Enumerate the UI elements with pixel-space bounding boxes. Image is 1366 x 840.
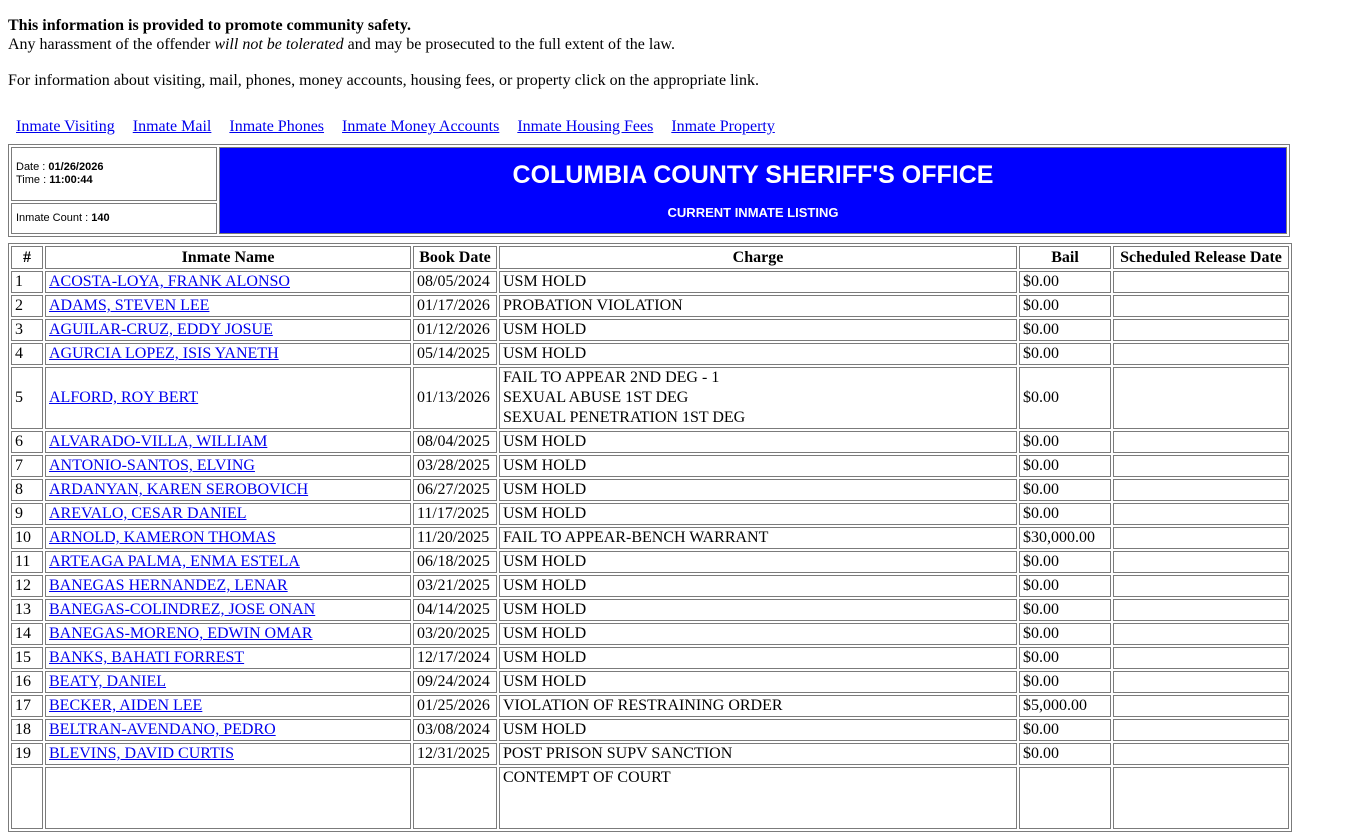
row-number: 2	[11, 295, 43, 317]
inmate-name-cell	[45, 695, 411, 717]
table-row	[11, 455, 1289, 477]
charge-cell	[499, 743, 1017, 765]
release-date-cell	[1113, 479, 1289, 501]
charge-line: USM HOLD	[503, 321, 587, 338]
charge-line: PROBATION VIOLATION	[503, 297, 683, 314]
charge-line: USM HOLD	[503, 345, 587, 362]
inmate-name-link[interactable]: ARDANYAN, KAREN SEROBOVICH	[49, 481, 309, 498]
charge-cell	[499, 551, 1017, 573]
inmate-name-cell	[45, 295, 411, 317]
bail-cell: $5,000.00	[1019, 695, 1111, 717]
intro-paragraph	[8, 16, 1358, 54]
book-date-cell: 12/31/2025	[413, 743, 497, 765]
row-number: 10	[11, 527, 43, 549]
bail-cell: $0.00	[1019, 295, 1111, 317]
bail-cell: $0.00	[1019, 319, 1111, 341]
link-inmate-property[interactable]: Inmate Property	[671, 118, 775, 135]
release-date-cell	[1113, 551, 1289, 573]
charge-cell	[499, 319, 1017, 341]
inmate-name-cell	[45, 623, 411, 645]
table-row	[11, 527, 1289, 549]
charge-line: USM HOLD	[503, 673, 587, 690]
charge-cell	[499, 343, 1017, 365]
release-date-cell	[1113, 295, 1289, 317]
charge-line: USM HOLD	[503, 273, 587, 290]
inmate-name-cell	[45, 575, 411, 597]
charge-line: SEXUAL PENETRATION 1ST DEG	[503, 409, 746, 426]
time-value: 11:00:44	[49, 174, 93, 186]
inmate-name-link[interactable]: BEATY, DANIEL	[49, 673, 167, 690]
inmate-name-link[interactable]: BLEVINS, DAVID CURTIS	[49, 745, 234, 762]
table-row	[11, 295, 1289, 317]
table-row	[11, 551, 1289, 573]
book-date-cell: 03/08/2024	[413, 719, 497, 741]
table-row	[11, 431, 1289, 453]
row-number: 1	[11, 271, 43, 293]
release-date-cell	[1113, 527, 1289, 549]
charge-cell	[499, 767, 1017, 829]
row-number: 14	[11, 623, 43, 645]
table-row	[11, 647, 1289, 669]
date-line: Date : 01/26/2026	[16, 161, 104, 173]
charge-cell	[499, 695, 1017, 717]
charge-cell	[499, 719, 1017, 741]
table-row	[11, 271, 1289, 293]
inmate-table-body	[11, 271, 1289, 829]
table-row	[11, 503, 1289, 525]
inmate-name-link[interactable]: ANTONIO-SANTOS, ELVING	[49, 457, 255, 474]
table-row	[11, 599, 1289, 621]
intro-line2-italic: will not be tolerated	[214, 36, 344, 53]
charge-cell	[499, 599, 1017, 621]
inmate-name-cell	[45, 367, 411, 429]
inmate-name-cell	[45, 767, 411, 829]
book-date-cell: 01/13/2026	[413, 367, 497, 429]
release-date-cell	[1113, 575, 1289, 597]
charge-line: FAIL TO APPEAR-BENCH WARRANT	[503, 529, 769, 546]
book-date-cell: 06/18/2025	[413, 551, 497, 573]
release-date-cell	[1113, 367, 1289, 429]
book-date-cell: 04/14/2025	[413, 599, 497, 621]
row-number: 18	[11, 719, 43, 741]
inmate-name-cell	[45, 551, 411, 573]
release-date-cell	[1113, 455, 1289, 477]
bail-cell: $0.00	[1019, 343, 1111, 365]
book-date-cell: 03/20/2025	[413, 623, 497, 645]
header-info-table	[8, 144, 1290, 237]
page-subtitle: CURRENT INMATE LISTING	[667, 205, 839, 220]
col-header-release-date: Scheduled Release Date	[1113, 246, 1289, 269]
charge-line: SEXUAL ABUSE 1ST DEG	[503, 389, 689, 406]
col-header-book-date: Book Date	[413, 246, 497, 269]
inmate-name-cell	[45, 719, 411, 741]
inmate-name-link[interactable]: ARNOLD, KAMERON THOMAS	[49, 529, 276, 546]
charge-line: USM HOLD	[503, 721, 587, 738]
bail-cell: $0.00	[1019, 455, 1111, 477]
book-date-cell: 03/21/2025	[413, 575, 497, 597]
bail-cell	[1019, 767, 1111, 829]
row-number: 13	[11, 599, 43, 621]
col-header-bail: Bail	[1019, 246, 1111, 269]
intro-line2-post: and may be prosecuted to the full extent of the law.	[343, 36, 675, 53]
charge-line: USM HOLD	[503, 649, 587, 666]
link-inmate-mail[interactable]: Inmate Mail	[132, 118, 212, 135]
col-header-number: #	[11, 246, 43, 269]
charge-cell	[499, 671, 1017, 693]
row-number: 8	[11, 479, 43, 501]
release-date-cell	[1113, 623, 1289, 645]
book-date-cell: 01/25/2026	[413, 695, 497, 717]
table-row	[11, 319, 1289, 341]
row-number: 7	[11, 455, 43, 477]
charge-cell	[499, 367, 1017, 429]
charge-cell	[499, 575, 1017, 597]
book-date-cell: 08/05/2024	[413, 271, 497, 293]
table-row	[11, 343, 1289, 365]
book-date-cell: 12/17/2024	[413, 647, 497, 669]
time-line: Time : 11:00:44	[16, 174, 93, 186]
inmate-name-cell	[45, 343, 411, 365]
charge-cell	[499, 431, 1017, 453]
intro-line2-pre: Any harassment of the offender	[8, 36, 215, 53]
inmate-name-cell	[45, 455, 411, 477]
bail-cell: $0.00	[1019, 575, 1111, 597]
bail-cell: $0.00	[1019, 551, 1111, 573]
book-date-cell: 01/12/2026	[413, 319, 497, 341]
book-date-cell: 06/27/2025	[413, 479, 497, 501]
inmate-count-value: 140	[91, 212, 110, 224]
bail-cell: $0.00	[1019, 743, 1111, 765]
inmate-name-link[interactable]: BANEGAS HERNANDEZ, LENAR	[49, 577, 288, 594]
inmate-name-link[interactable]: ALFORD, ROY BERT	[49, 389, 199, 406]
inmate-name-cell	[45, 431, 411, 453]
inmate-name-cell	[45, 671, 411, 693]
bail-cell: $0.00	[1019, 271, 1111, 293]
table-row	[11, 767, 1289, 829]
charge-line: USM HOLD	[503, 601, 587, 618]
row-number: 15	[11, 647, 43, 669]
charge-line: USM HOLD	[503, 505, 587, 522]
release-date-cell	[1113, 503, 1289, 525]
bail-cell: $0.00	[1019, 647, 1111, 669]
info-line: For information about visiting, mail, phones, money accounts, housing fees, or property click on the appropriate link.	[8, 72, 759, 89]
inmate-name-cell	[45, 319, 411, 341]
row-number: 6	[11, 431, 43, 453]
charge-line: FAIL TO APPEAR 2ND DEG - 1	[503, 369, 720, 386]
inmate-name-cell	[45, 647, 411, 669]
inmate-name-link[interactable]: AREVALO, CESAR DANIEL	[49, 505, 247, 522]
row-number: 9	[11, 503, 43, 525]
inmate-name-link[interactable]: ACOSTA-LOYA, FRANK ALONSO	[49, 273, 290, 290]
inmate-name-cell	[45, 527, 411, 549]
date-time-box	[11, 147, 217, 201]
row-number: 12	[11, 575, 43, 597]
page-title: COLUMBIA COUNTY SHERIFF'S OFFICE	[512, 161, 994, 189]
banner	[219, 147, 1287, 234]
release-date-cell	[1113, 671, 1289, 693]
inmate-count-box: Inmate Count : 140	[11, 203, 217, 234]
link-inmate-visiting[interactable]: Inmate Visiting	[16, 118, 115, 135]
bail-cell: $30,000.00	[1019, 527, 1111, 549]
table-header-row	[11, 246, 1289, 269]
charge-line: USM HOLD	[503, 457, 587, 474]
bail-cell: $0.00	[1019, 599, 1111, 621]
charge-line	[503, 808, 1013, 828]
release-date-cell	[1113, 743, 1289, 765]
charge-cell	[499, 295, 1017, 317]
release-date-cell	[1113, 599, 1289, 621]
book-date-cell: 11/17/2025	[413, 503, 497, 525]
bail-cell: $0.00	[1019, 479, 1111, 501]
charge-cell	[499, 503, 1017, 525]
col-header-charge: Charge	[499, 246, 1017, 269]
link-inmate-money-accounts[interactable]: Inmate Money Accounts	[342, 118, 500, 135]
charge-line: USM HOLD	[503, 481, 587, 498]
inmate-name-link[interactable]: BECKER, AIDEN LEE	[49, 697, 203, 714]
intro-bold-line: This information is provided to promote community safety.	[8, 17, 411, 34]
bail-cell: $0.00	[1019, 431, 1111, 453]
table-row	[11, 695, 1289, 717]
inmate-name-link[interactable]: BANEGAS-MORENO, EDWIN OMAR	[49, 625, 313, 642]
charge-cell	[499, 271, 1017, 293]
inmate-name-cell	[45, 599, 411, 621]
release-date-cell	[1113, 343, 1289, 365]
bail-cell: $0.00	[1019, 671, 1111, 693]
inmate-name-cell	[45, 503, 411, 525]
charge-line: VIOLATION OF RESTRAINING ORDER	[503, 697, 783, 714]
charge-line: USM HOLD	[503, 577, 587, 594]
inmate-name-link[interactable]: BELTRAN-AVENDANO, PEDRO	[49, 721, 276, 738]
charge-line: USM HOLD	[503, 433, 587, 450]
inmate-name-link[interactable]: ADAMS, STEVEN LEE	[49, 297, 210, 314]
row-number: 17	[11, 695, 43, 717]
date-value: 01/26/2026	[48, 161, 104, 173]
release-date-cell	[1113, 431, 1289, 453]
row-number	[11, 767, 43, 829]
row-number: 11	[11, 551, 43, 573]
charge-line: USM HOLD	[503, 625, 587, 642]
row-number: 3	[11, 319, 43, 341]
charge-cell	[499, 479, 1017, 501]
row-number: 16	[11, 671, 43, 693]
inmate-name-cell	[45, 479, 411, 501]
book-date-cell: 09/24/2024	[413, 671, 497, 693]
inmate-name-cell	[45, 271, 411, 293]
inmate-name-link[interactable]: BANEGAS-COLINDREZ, JOSE ONAN	[49, 601, 316, 618]
inmate-name-link[interactable]: BANKS, BAHATI FORREST	[49, 649, 245, 666]
book-date-cell: 03/28/2025	[413, 455, 497, 477]
table-row	[11, 743, 1289, 765]
nav-links-row	[16, 117, 1358, 136]
book-date-cell	[413, 767, 497, 829]
book-date-cell: 01/17/2026	[413, 295, 497, 317]
inmate-name-link[interactable]: ARTEAGA PALMA, ENMA ESTELA	[49, 553, 300, 570]
release-date-cell	[1113, 319, 1289, 341]
col-header-inmate-name: Inmate Name	[45, 246, 411, 269]
release-date-cell	[1113, 271, 1289, 293]
table-row	[11, 623, 1289, 645]
table-row	[11, 671, 1289, 693]
charge-line: CONTEMPT OF COURT	[503, 769, 671, 786]
table-row	[11, 367, 1289, 429]
book-date-cell: 05/14/2025	[413, 343, 497, 365]
release-date-cell	[1113, 695, 1289, 717]
bail-cell: $0.00	[1019, 503, 1111, 525]
row-number: 19	[11, 743, 43, 765]
bail-cell: $0.00	[1019, 367, 1111, 429]
bail-cell: $0.00	[1019, 623, 1111, 645]
table-row	[11, 575, 1289, 597]
link-inmate-housing-fees[interactable]: Inmate Housing Fees	[517, 118, 654, 135]
table-row	[11, 719, 1289, 741]
row-number: 5	[11, 367, 43, 429]
charge-line: POST PRISON SUPV SANCTION	[503, 745, 733, 762]
inmate-name-link[interactable]: AGUILAR-CRUZ, EDDY JOSUE	[49, 321, 273, 338]
charge-cell	[499, 623, 1017, 645]
inmate-name-cell	[45, 743, 411, 765]
table-row	[11, 479, 1289, 501]
release-date-cell	[1113, 767, 1289, 829]
inmate-name-link[interactable]: ALVARADO-VILLA, WILLIAM	[49, 433, 268, 450]
book-date-cell: 08/04/2025	[413, 431, 497, 453]
row-number: 4	[11, 343, 43, 365]
charge-cell	[499, 527, 1017, 549]
release-date-cell	[1113, 719, 1289, 741]
charge-cell	[499, 455, 1017, 477]
inmate-name-link[interactable]: AGURCIA LOPEZ, ISIS YANETH	[49, 345, 279, 362]
bail-cell: $0.00	[1019, 719, 1111, 741]
release-date-cell	[1113, 647, 1289, 669]
charge-line: USM HOLD	[503, 553, 587, 570]
charge-line	[503, 788, 1013, 808]
inmate-listing-table	[8, 243, 1292, 832]
book-date-cell: 11/20/2025	[413, 527, 497, 549]
link-inmate-phones[interactable]: Inmate Phones	[229, 118, 325, 135]
charge-cell	[499, 647, 1017, 669]
